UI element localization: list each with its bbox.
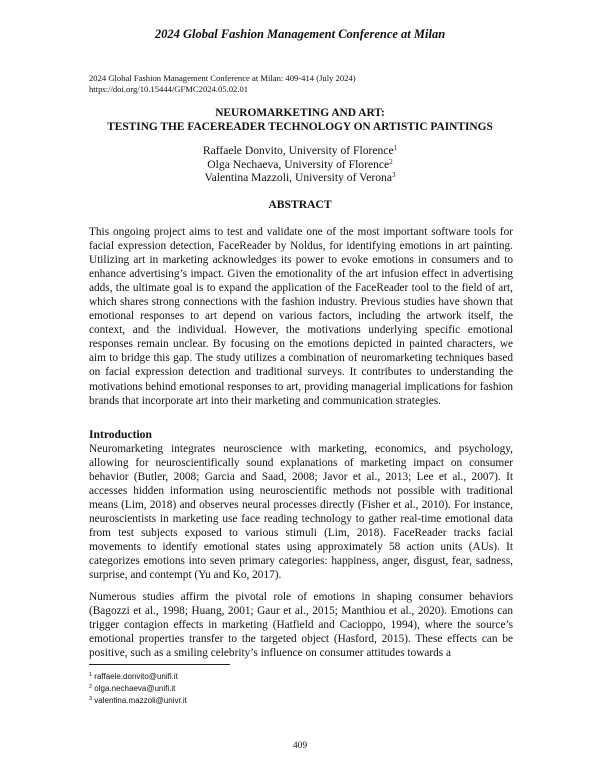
author-list <box>100 144 500 185</box>
footnote-mark: 1 <box>89 672 93 678</box>
author-footnote-mark: 1 <box>393 144 398 152</box>
footnotes <box>89 671 389 707</box>
title-line-2: TESTING THE FACEREADER TECHNOLOGY ON ARTISTIC PAINTINGS <box>107 120 493 133</box>
introduction-heading: Introduction <box>89 428 152 441</box>
footnote-divider <box>89 664 230 665</box>
author-name: Olga Nechaeva, University of Florence <box>207 157 390 171</box>
abstract-paragraph: This ongoing project aims to test and validate one of the most important software tools for facial expression detection, FaceReader by Noldus, for identifying emotions in art painting. Utilizing art in marketing acknowledges its power to evoke emotions in consumers and to enhance advertising’s impact. Given the emotionality of the art infusion effect in advertising adds, the ultimate goal is to expand the application of the FaceReader tool to the field of art, which shares strong connections with the fashion industry. Previous studies have shown that emotional responses to art depend on various factors, including the artwork itself, the context, and the individual. However, the motivations underlying specific emotional responses remain unclear. By focusing on the emotions depicted in painted characters, we aim to bridge this gap. The study utilizes a combination of neuromarketing techniques based on facial expression detection and traditional surveys. It contributes to understanding the motivations behind emotional responses to art, providing managerial implications for fashion brands that incorporate art into their marketing and communication strategies. <box>89 226 513 407</box>
author-footnote-mark: 2 <box>389 157 393 166</box>
author-line <box>100 171 500 185</box>
author-line <box>100 158 500 172</box>
footnote-mark: 3 <box>89 696 93 702</box>
citation-line: 2024 Global Fashion Management Conference at Milan: 409-414 (July 2024) <box>89 73 356 83</box>
author-footnote-mark: 3 <box>392 171 396 179</box>
footnote-email: raffaele.donvito@unifi.it <box>94 672 178 681</box>
footnote <box>89 683 389 695</box>
title-line-1: NEUROMARKETING AND ART: <box>215 107 385 119</box>
footnote <box>89 695 389 707</box>
citation-block <box>89 73 519 94</box>
author-name: Valentina Mazzoli, University of Verona <box>204 171 392 184</box>
introduction-paragraph-2: Numerous studies affirm the pivotal role of emotions in shaping consumer behaviors (Bagozzi et al., 1998; Huang, 2001; Gaur et al., 2015; Manthiou et al., 2020). Emotions can trigger contagion effects in marketing (Hatfield and Cacioppo, 1994), where the source’s emotional properties transfer to the targeted object (Hasford, 2015). These effects can be positive, such as a smiling celebrity’s influence on consumer attitudes towards a <box>89 591 513 660</box>
doi-link[interactable]: https://doi.org/10.15444/GFMC2024.05.02.01 <box>89 83 249 94</box>
footnote-email: olga.nechaeva@unifi.it <box>94 684 176 693</box>
running-header: 2024 Global Fashion Management Conference at Milan <box>154 27 446 41</box>
introduction-paragraph-1: Neuromarketing integrates neuroscience with marketing, economics, and psychology, allowing for neuroscientifically sound explanations of marketing impact on consumer behavior (Butler, 2008; Garcia and Saad, 2008; Javor et al., 2013; Lee et al., 2007). It accesses hidden information using neuroscientific methods not possible with traditional means (Lim, 2018) and observes neural processes directly (Fisher et al., 2010). For instance, neuroscientists in marketing use face reading technology to gather real-time emotional data from test subjects exposed to various stimuli (Lim, 2018). FaceReader tracks facial movements to identify emotional states using approximately 58 action units (AUs). It categorizes emotions into seven primary categories: happiness, anger, disgust, fear, sadness, surprise, and contempt (Yu and Ko, 2017). <box>89 443 513 582</box>
author-line <box>100 144 500 158</box>
footnote-email: valentina.mazzoli@univr.it <box>94 696 187 705</box>
page-number: 409 <box>292 741 308 751</box>
footnote <box>89 671 389 683</box>
paper-title <box>60 107 540 134</box>
author-name: Raffaele Donvito, University of Florence <box>202 144 394 157</box>
footnote-mark: 2 <box>89 684 93 690</box>
abstract-heading: ABSTRACT <box>268 198 332 211</box>
